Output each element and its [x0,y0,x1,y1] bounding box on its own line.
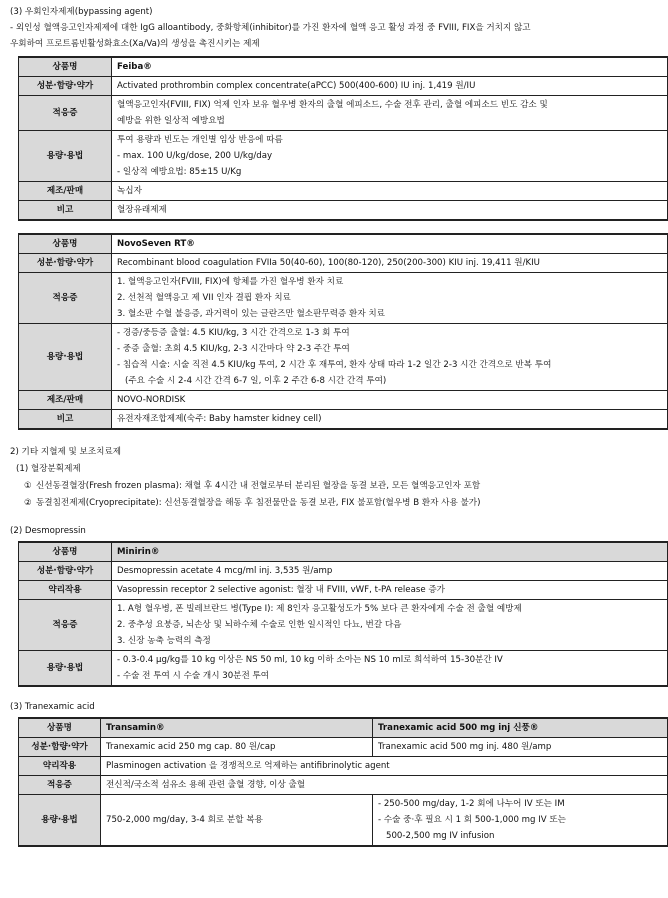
txa-title: (3) Tranexamic acid [10,702,95,712]
product-label: 상품명 [19,57,112,77]
dosage-label: 용량·용법 [19,131,112,182]
item-marker: ① [24,481,32,491]
indication-line: 2. 중추성 요붕증, 뇌손상 및 뇌하수체 수술로 인한 일시적인 다뇨, 번갈 다음 [117,620,402,630]
plasma-item [10,478,660,495]
item-text: 동결침전제제(Cryoprecipitate): 신선동결혈장을 해동 후 침전물만을 동결 보관, FIX 불포함(혈우병 B 환자 사용 불가) [36,497,481,508]
indication-line: 1. A형 혈우병, 폰 빌레브란드 병(Type I): 제 8인자 응고활성도가 5% 보다 큰 환자에게 수술 전 출혈 예방제 [117,604,522,614]
item-text: 신선동결혈장(Fresh frozen plasma): 채혈 후 4시간 내 전혈로부터 분리된 혈장을 동결 보관, 모든 혈액응고인자 포함 [36,481,481,491]
dosage-label: 용량·용법 [19,795,101,847]
composition-label: 성분·함량·약가 [19,254,112,273]
novoseven-note: 유전자재조합제제(숙주: Baby hamster kidney cell) [112,410,668,430]
dosage-line: - 일상적 예방요법: 85±15 U/Kg [117,167,242,177]
dosage-line: - max. 100 U/kg/dose, 200 U/kg/day [117,151,273,161]
desmo-dosage [112,651,668,687]
bypass-intro-line: - 외인성 혈액응고인자제제에 대한 IgG alloantibody, 중화항체(inhibitor)를 가진 환자에 혈액 응고 활성 과정 중 FVIII, FIX을 거치지 않고 [10,23,531,33]
novoseven-dosage [112,324,668,391]
desmo-name: Minirin® [112,542,668,562]
dosage-label: 용량·용법 [19,651,112,687]
novoseven-composition: Recombinant blood coagulation FVIIa 50(40-60), 100(80-120), 250(200-300) KIU inj. 19,411 원/KIU [112,254,668,273]
composition-label: 성분·함량·약가 [19,77,112,96]
feiba-maker: 녹십자 [112,182,668,201]
desmo-table [18,541,668,687]
desmo-title: (2) Desmopressin [10,526,86,536]
dosage-line: 투여 용량과 빈도는 개인별 임상 반응에 따름 [117,135,283,145]
action-label: 약리작용 [19,757,101,776]
product-label: 상품명 [19,234,112,254]
dosage-line: - 침습적 시술: 시술 직전 4.5 KIU/kg 투여, 2 시간 후 재투여, 환자 상태 따라 1-2 일간 2-3 시간 간격으로 반복 투여 [117,360,552,370]
bypass-intro-line: 우회하여 프로트롬빈활성화효소(Xa/Va)의 생성을 촉진시키는 제제 [10,38,260,49]
item-marker: ② [24,497,32,508]
feiba-note: 혈장유래제제 [112,201,668,221]
plasma-subtitle: (1) 혈장분획제제 [16,464,81,474]
desmo-action: Vasopressin receptor 2 selective agonist: 혈장 내 FVIII, vWF, t-PA release 증가 [112,581,668,600]
indication-label: 적응증 [19,776,101,795]
feiba-name: Feiba® [112,57,668,77]
other-title: 2) 기타 지혈제 및 보조치료제 [10,447,122,457]
novoseven-table [18,233,668,430]
txa-composition-2: Tranexamic acid 500 mg inj. 480 원/amp [373,738,668,757]
indication-label: 적응증 [19,96,112,131]
novoseven-maker: NOVO-NORDISK [112,391,668,410]
indication-line: 예방을 위한 일상적 예방요법 [117,116,225,126]
dosage-line: - 수술 전 투여 시 수술 개시 30분전 투여 [117,671,270,681]
product-label: 상품명 [19,718,101,738]
dosage-line: 500-2,500 mg IV infusion [386,831,495,841]
note-label: 비고 [19,410,112,430]
novoseven-name: NovoSeven RT® [112,234,668,254]
txa-name-2: Tranexamic acid 500 mg inj 신풍® [373,718,668,738]
dosage-line: - 중증 출혈: 초회 4.5 KIU/kg, 2-3 시간마다 약 2-3 주간 투여 [117,344,350,354]
dosage-label: 용량·용법 [19,324,112,391]
composition-label: 성분·함량·약가 [19,562,112,581]
product-label: 상품명 [19,542,112,562]
indication-line: 3. 신장 농축 능력의 측정 [117,636,211,646]
txa-name-1: Transamin® [101,718,373,738]
dosage-line: - 250-500 mg/day, 1-2 회에 나누어 IV 또는 IM [378,799,565,809]
indication-line: 3. 혈소판 수혈 불응증, 과거력이 있는 글란즈만 혈소판무력증 환자 치료 [117,309,385,319]
feiba-indication [112,96,668,131]
desmo-indication [112,600,668,651]
txa-composition-1: Tranexamic acid 250 mg cap. 80 원/cap [101,738,373,757]
maker-label: 제조/판매 [19,182,112,201]
feiba-dosage [112,131,668,182]
indication-label: 적응증 [19,273,112,324]
novoseven-indication [112,273,668,324]
bypass-intro [10,21,660,52]
maker-label: 제조/판매 [19,391,112,410]
action-label: 약리작용 [19,581,112,600]
desmo-composition: Desmopressin acetate 4 mcg/ml inj. 3,535 원/amp [112,562,668,581]
indication-line: 1. 혈액응고인자(FVIII, FIX)에 항체를 가진 혈우병 환자 치료 [117,277,344,287]
plasma-item [10,495,660,512]
dosage-line: - 수술 중·후 필요 시 1 회 500-1,000 mg IV 또는 [378,815,566,825]
txa-dosage-1: 750-2,000 mg/day, 3-4 회로 분할 복용 [101,795,373,847]
bypass-title: (3) 우회인자제제(bypassing agent) [10,7,153,17]
note-label: 비고 [19,201,112,221]
dosage-line: - 0.3-0.4 μg/kg를 10 kg 이상은 NS 50 ml, 10 kg 이하 소아는 NS 10 ml로 희석하여 15-30분간 IV [117,655,503,665]
txa-table [18,717,668,847]
txa-indication: 전신적/국소적 섬유소 용해 관련 출혈 경향, 이상 출혈 [101,776,668,795]
composition-label: 성분·함량·약가 [19,738,101,757]
txa-action: Plasminogen activation 을 경쟁적으로 억제하는 antifibrinolytic agent [101,757,668,776]
indication-line: 혈액응고인자(FVIII, FIX) 억제 인자 보유 혈우병 환자의 출혈 에피소드, 수술 전후 관리, 출혈 에피소드 빈도 감소 및 [117,100,548,110]
txa-dosage-2 [373,795,668,847]
indication-label: 적응증 [19,600,112,651]
feiba-table [18,56,668,221]
dosage-line: (주요 수술 시 2-4 시간 간격 6-7 일, 이후 2 주간 6-8 시간 간격 투여) [125,376,387,386]
feiba-composition: Activated prothrombin complex concentrate(aPCC) 500(400-600) IU inj. 1,419 원/IU [112,77,668,96]
dosage-line: - 경증/중등증 출혈: 4.5 KIU/kg, 3 시간 간격으로 1-3 회 투여 [117,328,350,338]
indication-line: 2. 선천적 혈액응고 제 VII 인자 결핍 환자 치료 [117,293,291,303]
